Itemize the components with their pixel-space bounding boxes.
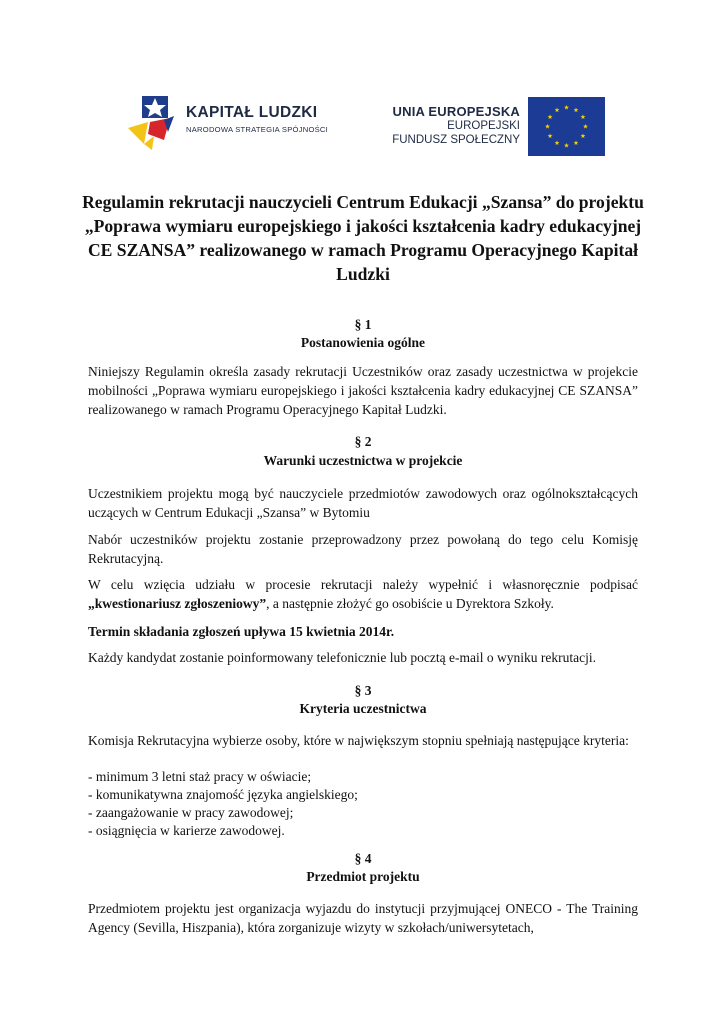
eu-social-fund-label: FUNDUSZ SPOŁECZNY	[392, 134, 520, 146]
section-2-paragraph-3	[88, 575, 638, 613]
section-4-number: § 4	[354, 851, 372, 866]
section-2-title: Warunki uczestnictwa w projekcie	[263, 453, 463, 468]
section-2-paragraph-3-start: W celu wzięcia udziału w procesie rekrutacji należy wypełnić i własnoręcznie podpisać	[88, 577, 638, 592]
section-2-number: § 2	[354, 434, 372, 449]
document-title: Regulamin rekrutacji nauczycieli Centrum Edukacji „Szansa” do projektu „Poprawa wymiaru europejskiego i jakości kształcenia kadry edukacyjnej CE SZANSA” realizowanego w ramach Programu Operacyjnego Kapitał Ludzki	[82, 192, 644, 284]
criteria-item: - minimum 3 letni staż pracy w oświacie;	[88, 769, 312, 784]
kapital-ludzki-logo	[124, 92, 354, 152]
eu-fund-label	[392, 104, 520, 147]
kapital-ludzki-emblem-icon	[124, 92, 184, 152]
section-1-number: § 1	[354, 317, 372, 332]
section-1-title: Postanowienia ogólne	[300, 335, 426, 350]
section-3-title: Kryteria uczestnictwa	[299, 701, 427, 716]
eu-flag-icon	[528, 97, 605, 156]
criteria-item: - komunikatywna znajomość języka angielskiego;	[88, 787, 358, 802]
criteria-item: - zaangażowanie w pracy zawodowej;	[88, 805, 294, 820]
criteria-item: - osiągnięcia w karierze zawodowej.	[88, 823, 285, 838]
application-form-name: „kwestionariusz zgłoszeniowy”	[88, 596, 267, 611]
application-deadline: Termin składania zgłoszeń upływa 15 kwietnia 2014r.	[88, 624, 395, 639]
section-2-paragraph-1: Uczestnikiem projektu mogą być nauczyciele przedmiotów zawodowych oraz ogólnokształcących uczących w Centrum Edukacji „Szansa” w Bytomiu	[88, 486, 638, 520]
eu-european-label: EUROPEJSKI	[447, 120, 520, 132]
section-4-paragraph: Przedmiotem projektu jest organizacja wyjazdu do instytucji przyjmującej ONECO - The Training Agency (Sevilla, Hiszpania), która zorganizuje wizyty w szkołach/uniwersytetach,	[88, 901, 638, 935]
kapital-ludzki-subtitle: NARODOWA STRATEGIA SPÓJNOŚCI	[186, 125, 329, 134]
section-2-paragraph-2: Nabór uczestników projektu zostanie przeprowadzony przez powołaną do tego celu Komisję Rekrutacyjną.	[88, 532, 638, 566]
section-3-number: § 3	[354, 683, 372, 698]
section-1-paragraph: Niniejszy Regulamin określa zasady rekrutacji Uczestników oraz zasady uczestnictwa w projekcie mobilności „Poprawa wymiaru europejskiego i jakości kształcenia kadry edukacyjnej CE SZANSA” realizowanego w ramach Programu Operacyjnego Kapitał Ludzki.	[88, 364, 638, 417]
eu-union-label: UNIA EUROPEJSKA	[392, 104, 520, 119]
criteria-list	[88, 768, 638, 840]
section-4-title: Przedmiot projektu	[306, 869, 420, 884]
kapital-ludzki-title: KAPITAŁ LUDZKI	[186, 104, 318, 121]
section-3-paragraph: Komisja Rekrutacyjna wybierze osoby, które w największym stopniu spełniają następujące kryteria:	[88, 733, 629, 748]
section-2-paragraph-5: Każdy kandydat zostanie poinformowany telefonicznie lub pocztą e-mail o wyniku rekrutacji.	[88, 650, 596, 665]
section-2-paragraph-3-end: , a następnie złożyć go osobiście u Dyrektora Szkoły.	[266, 596, 554, 611]
